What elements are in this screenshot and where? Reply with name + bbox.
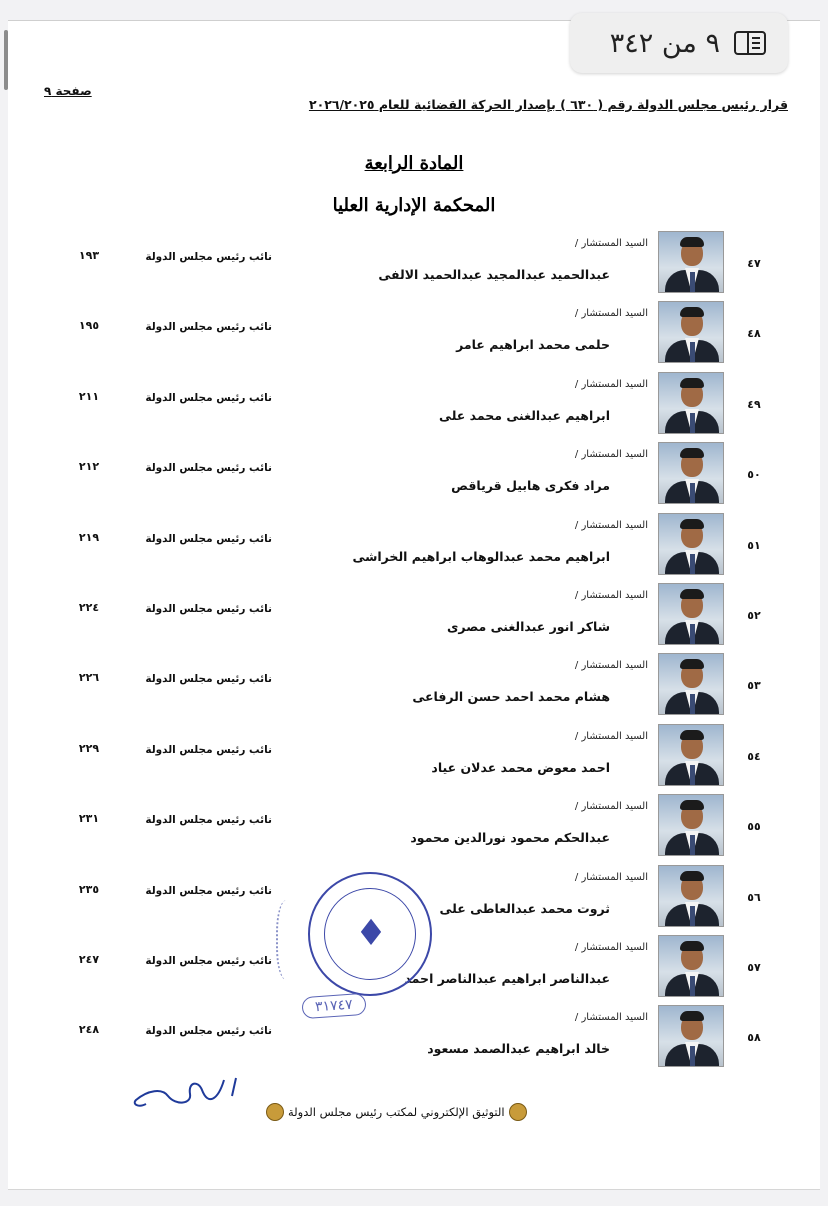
person-name: عبدالناصر ابراهيم عبدالناصر احمد	[404, 971, 610, 986]
entry-row	[0, 442, 828, 512]
position-title: نائب رئيس مجلس الدولة	[145, 814, 272, 826]
seniority-number: ٢١٢	[78, 460, 100, 473]
seal-number: ٣١٧٤٧	[301, 993, 366, 1019]
book-open-icon[interactable]	[734, 31, 766, 55]
honorific: السيد المستشار /	[574, 449, 648, 460]
honorific: السيد المستشار /	[574, 238, 648, 249]
portrait-photo	[658, 372, 724, 434]
entry-row	[0, 653, 828, 723]
court-heading: المحكمة الإدارية العليا	[332, 195, 496, 216]
entry-number: ٥٦	[747, 891, 761, 904]
footer-verification	[262, 1100, 531, 1124]
entry-row	[0, 794, 828, 864]
entry-row	[0, 513, 828, 583]
entry-number: ٤٩	[747, 398, 761, 411]
portrait-photo	[658, 653, 724, 715]
entry-number: ٥١	[747, 539, 761, 552]
entry-number: ٥٨	[747, 1031, 761, 1044]
portrait-photo	[658, 1005, 724, 1067]
person-name: عبدالحميد عبدالمجيد عبدالحميد الالفى	[378, 267, 610, 282]
person-name: ابراهيم محمد عبدالوهاب ابراهيم الخراشى	[352, 549, 610, 564]
seniority-number: ٢٤٨	[78, 1023, 100, 1036]
portrait-photo	[658, 935, 724, 997]
portrait-photo	[658, 724, 724, 786]
portrait-photo	[658, 513, 724, 575]
entry-row	[0, 583, 828, 653]
seniority-number: ١٩٥	[78, 319, 100, 332]
page-indicator-text: ٩ من ٣٤٢	[609, 27, 720, 59]
entry-number: ٥٠	[747, 468, 761, 481]
entry-number: ٥٥	[747, 820, 761, 833]
seniority-number: ٢٣٥	[78, 883, 100, 896]
person-name: احمد معوض محمد عدلان عياد	[431, 760, 610, 775]
honorific: السيد المستشار /	[574, 1012, 648, 1023]
position-title: نائب رئيس مجلس الدولة	[145, 885, 272, 897]
person-name: شاكر انور عبدالغنى مصرى	[446, 619, 610, 634]
entry-row	[0, 301, 828, 371]
position-title: نائب رئيس مجلس الدولة	[145, 321, 272, 333]
honorific: السيد المستشار /	[574, 872, 648, 883]
entry-row	[0, 1005, 828, 1075]
page-indicator[interactable]	[570, 13, 788, 73]
person-name: هشام محمد احمد حسن الرفاعى	[412, 689, 610, 704]
honorific: السيد المستشار /	[574, 660, 648, 671]
seniority-number: ٢٢٤	[78, 601, 100, 614]
entry-number: ٥٢	[747, 609, 761, 622]
scrollbar[interactable]	[4, 30, 8, 90]
honorific: السيد المستشار /	[574, 801, 648, 812]
entry-number: ٥٤	[747, 750, 761, 763]
entry-number: ٥٣	[747, 679, 761, 692]
signature	[128, 1070, 248, 1110]
portrait-photo	[658, 583, 724, 645]
seniority-number: ٢٢٩	[78, 742, 100, 755]
official-seal	[308, 872, 432, 996]
honorific: السيد المستشار /	[574, 942, 648, 953]
position-title: نائب رئيس مجلس الدولة	[145, 1025, 272, 1037]
position-title: نائب رئيس مجلس الدولة	[145, 462, 272, 474]
entry-row	[0, 231, 828, 301]
seniority-number: ٢١١	[78, 390, 100, 403]
council-emblem-icon	[266, 1103, 284, 1121]
seniority-number: ٢٤٧	[78, 953, 100, 966]
seniority-number: ٢٣١	[78, 812, 100, 825]
portrait-photo	[658, 865, 724, 927]
portrait-photo	[658, 231, 724, 293]
person-name: حلمى محمد ابراهيم عامر	[456, 337, 610, 352]
position-title: نائب رئيس مجلس الدولة	[145, 251, 272, 263]
portrait-photo	[658, 794, 724, 856]
seniority-number: ٢١٩	[78, 531, 100, 544]
entry-row	[0, 372, 828, 442]
person-name: ابراهيم عبدالغنى محمد على	[439, 408, 610, 423]
council-emblem-icon	[509, 1103, 527, 1121]
article-heading: المادة الرابعة	[364, 153, 464, 174]
seniority-number: ٢٢٦	[78, 671, 100, 684]
portrait-photo	[658, 301, 724, 363]
footer-text: التوثيق الإلكتروني لمكتب رئيس مجلس الدولة	[288, 1105, 505, 1119]
honorific: السيد المستشار /	[574, 520, 648, 531]
position-title: نائب رئيس مجلس الدولة	[145, 744, 272, 756]
entry-number: ٤٧	[747, 257, 761, 270]
entry-number: ٤٨	[747, 327, 761, 340]
position-title: نائب رئيس مجلس الدولة	[145, 533, 272, 545]
side-stamp	[276, 900, 302, 980]
entry-number: ٥٧	[747, 961, 761, 974]
honorific: السيد المستشار /	[574, 379, 648, 390]
decree-title: قرار رئيس مجلس الدولة رقم ( ٦٣٠ ) بإصدار الحركة القضائية للعام ٢٠٢٦/٢٠٢٥	[308, 97, 788, 112]
position-title: نائب رئيس مجلس الدولة	[145, 603, 272, 615]
person-name: خالد ابراهيم عبدالصمد مسعود	[427, 1041, 610, 1056]
position-title: نائب رئيس مجلس الدولة	[145, 673, 272, 685]
page-label: صفحة ٩	[44, 84, 92, 98]
eagle-emblem-icon: ♦	[354, 913, 388, 954]
person-name: مراد فكرى هابيل قرياقص	[451, 478, 610, 493]
entry-row	[0, 724, 828, 794]
seniority-number: ١٩٣	[78, 249, 100, 262]
person-name: ثروت محمد عبدالعاطى على	[439, 901, 610, 916]
position-title: نائب رئيس مجلس الدولة	[145, 392, 272, 404]
portrait-photo	[658, 442, 724, 504]
honorific: السيد المستشار /	[574, 731, 648, 742]
honorific: السيد المستشار /	[574, 308, 648, 319]
position-title: نائب رئيس مجلس الدولة	[145, 955, 272, 967]
honorific: السيد المستشار /	[574, 590, 648, 601]
person-name: عبدالحكم محمود نورالدين محمود	[410, 830, 610, 845]
